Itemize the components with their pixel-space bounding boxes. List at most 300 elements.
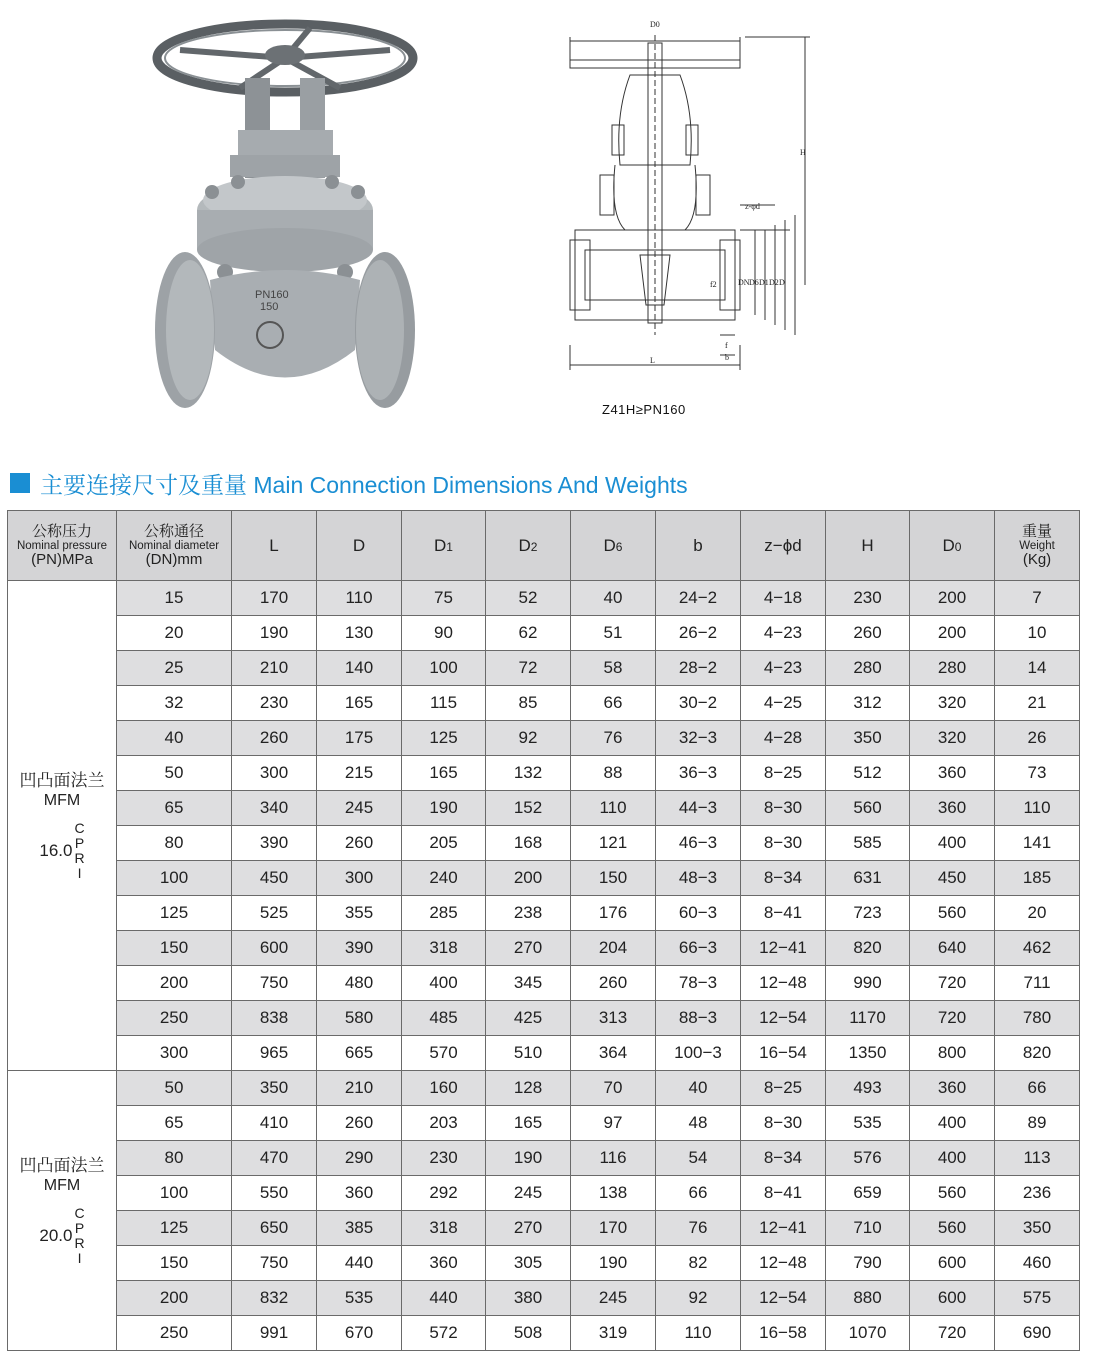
cell-D0: 720 — [910, 966, 995, 1001]
cell-weight: 89 — [995, 1106, 1080, 1141]
cell-zd: 8−41 — [741, 896, 826, 931]
cell-dn: 150 — [117, 931, 232, 966]
table-row — [8, 896, 1080, 931]
cell-D2: 52 — [486, 581, 571, 616]
cell-D6: 319 — [571, 1316, 656, 1351]
cell-weight: 462 — [995, 931, 1080, 966]
cell-D0: 200 — [910, 581, 995, 616]
cell-L: 390 — [232, 826, 317, 861]
cell-dn: 50 — [117, 1071, 232, 1106]
col-header-D0-base: D — [942, 535, 955, 555]
group-label — [8, 771, 116, 881]
cell-D6: 116 — [571, 1141, 656, 1176]
cell-dn: 125 — [117, 1211, 232, 1246]
col-header-pn-unit: (PN)MPa — [31, 550, 93, 568]
cell-L: 350 — [232, 1071, 317, 1106]
cell-H: 350 — [826, 721, 910, 756]
cell-L: 965 — [232, 1036, 317, 1071]
col-header-D1-base: D — [434, 535, 447, 555]
cell-dn: 40 — [117, 721, 232, 756]
cell-D6: 313 — [571, 1001, 656, 1036]
cell-b: 48 — [656, 1106, 741, 1141]
label-D0: D0 — [650, 20, 660, 29]
dimensions-table — [7, 510, 1080, 1351]
material-letter: P — [74, 1219, 85, 1236]
cell-D0: 720 — [910, 1316, 995, 1351]
cell-D6: 76 — [571, 721, 656, 756]
cell-weight: 575 — [995, 1281, 1080, 1316]
cell-L: 450 — [232, 861, 317, 896]
cell-L: 600 — [232, 931, 317, 966]
cell-L: 260 — [232, 721, 317, 756]
cell-zd: 12−41 — [741, 931, 826, 966]
table-row — [8, 1281, 1080, 1316]
cell-D6: 97 — [571, 1106, 656, 1141]
cell-zd: 8−34 — [741, 861, 826, 896]
cell-D2: 168 — [486, 826, 571, 861]
cell-dn: 250 — [117, 1001, 232, 1036]
cell-D0: 280 — [910, 651, 995, 686]
cell-D: 175 — [317, 721, 402, 756]
cell-weight: 110 — [995, 791, 1080, 826]
table-row — [8, 721, 1080, 756]
cell-weight: 820 — [995, 1036, 1080, 1071]
col-header-pn-cn: 公称压力 — [31, 522, 92, 540]
cell-D2: 165 — [486, 1106, 571, 1141]
col-header-D6 — [571, 511, 656, 581]
cell-L: 525 — [232, 896, 317, 931]
cell-H: 493 — [826, 1071, 910, 1106]
cell-D1: 190 — [402, 791, 486, 826]
col-header-weight — [995, 511, 1080, 581]
cell-dn: 32 — [117, 686, 232, 721]
cell-b: 88−3 — [656, 1001, 741, 1036]
cell-L: 300 — [232, 756, 317, 791]
label-DN: DN — [738, 278, 750, 287]
photo-body-text-1: PN160 — [255, 289, 289, 301]
valve-drawing — [560, 15, 820, 385]
label-f2: f2 — [710, 280, 717, 289]
cell-b: 82 — [656, 1246, 741, 1281]
table-row — [8, 1106, 1080, 1141]
table-row — [8, 616, 1080, 651]
cell-zd: 4−18 — [741, 581, 826, 616]
cell-D2: 190 — [486, 1141, 571, 1176]
cell-D6: 110 — [571, 791, 656, 826]
cell-D6: 121 — [571, 826, 656, 861]
group-pressure — [39, 821, 84, 881]
cell-D0: 400 — [910, 1141, 995, 1176]
cell-D2: 245 — [486, 1176, 571, 1211]
cell-H: 585 — [826, 826, 910, 861]
cell-zd: 4−23 — [741, 651, 826, 686]
cell-D6: 176 — [571, 896, 656, 931]
cell-zd: 12−48 — [741, 966, 826, 1001]
col-header-weight-cn: 重量 — [1021, 522, 1052, 540]
table-row — [8, 1141, 1080, 1176]
cell-D0: 360 — [910, 1071, 995, 1106]
label-L: L — [650, 356, 655, 365]
cell-zd: 12−41 — [741, 1211, 826, 1246]
cell-D6: 170 — [571, 1211, 656, 1246]
cell-D0: 320 — [910, 721, 995, 756]
cell-b: 54 — [656, 1141, 741, 1176]
cell-D: 260 — [317, 1106, 402, 1141]
cell-H: 576 — [826, 1141, 910, 1176]
cell-D6: 70 — [571, 1071, 656, 1106]
cell-D0: 400 — [910, 1106, 995, 1141]
cell-D2: 305 — [486, 1246, 571, 1281]
table-row — [8, 686, 1080, 721]
valve-photo — [150, 10, 420, 410]
group-label — [8, 1156, 116, 1266]
cell-L: 340 — [232, 791, 317, 826]
table-row — [8, 931, 1080, 966]
cell-D2: 132 — [486, 756, 571, 791]
cell-b: 76 — [656, 1211, 741, 1246]
col-header-D1-sub: 1 — [446, 539, 453, 554]
cell-D1: 75 — [402, 581, 486, 616]
cell-D: 440 — [317, 1246, 402, 1281]
table-row — [8, 1036, 1080, 1071]
cell-L: 210 — [232, 651, 317, 686]
cell-D1: 400 — [402, 966, 486, 1001]
cell-weight: 141 — [995, 826, 1080, 861]
cell-b: 48−3 — [656, 861, 741, 896]
cell-D2: 425 — [486, 1001, 571, 1036]
col-header-D2 — [486, 511, 571, 581]
group-cell — [8, 1071, 117, 1351]
cell-b: 92 — [656, 1281, 741, 1316]
cell-D0: 360 — [910, 791, 995, 826]
cell-D6: 66 — [571, 686, 656, 721]
table-row — [8, 791, 1080, 826]
col-header-D: D — [317, 511, 402, 581]
cell-weight: 21 — [995, 686, 1080, 721]
cell-zd: 16−54 — [741, 1036, 826, 1071]
cell-dn: 300 — [117, 1036, 232, 1071]
cell-D1: 440 — [402, 1281, 486, 1316]
cell-D6: 150 — [571, 861, 656, 896]
cell-D1: 285 — [402, 896, 486, 931]
cell-b: 24−2 — [656, 581, 741, 616]
material-letter: P — [74, 834, 85, 851]
heading-square-icon — [10, 473, 30, 493]
col-header-D1 — [402, 511, 486, 581]
cell-D2: 152 — [486, 791, 571, 826]
cell-zd: 16−58 — [741, 1316, 826, 1351]
col-header-D0-sub: 0 — [954, 539, 962, 554]
group-face-en: MFM — [43, 1176, 81, 1194]
cell-D2: 62 — [486, 616, 571, 651]
material-letter: I — [77, 864, 82, 881]
cell-D1: 572 — [402, 1316, 486, 1351]
cell-D2: 508 — [486, 1316, 571, 1351]
cell-D: 110 — [317, 581, 402, 616]
table-row — [8, 826, 1080, 861]
cell-D: 245 — [317, 791, 402, 826]
cell-dn: 80 — [117, 1141, 232, 1176]
cell-D1: 115 — [402, 686, 486, 721]
cell-weight: 73 — [995, 756, 1080, 791]
table-row — [8, 1246, 1080, 1281]
cell-D6: 58 — [571, 651, 656, 686]
cell-weight: 113 — [995, 1141, 1080, 1176]
label-zphid: z-φd — [745, 202, 760, 211]
cell-H: 280 — [826, 651, 910, 686]
cell-H: 1350 — [826, 1036, 910, 1071]
table-body — [8, 581, 1080, 1351]
cell-b: 28−2 — [656, 651, 741, 686]
cell-H: 535 — [826, 1106, 910, 1141]
cell-D2: 238 — [486, 896, 571, 931]
cell-D: 535 — [317, 1281, 402, 1316]
cell-zd: 8−41 — [741, 1176, 826, 1211]
cell-dn: 50 — [117, 756, 232, 791]
cell-D2: 128 — [486, 1071, 571, 1106]
cell-D1: 485 — [402, 1001, 486, 1036]
cell-D: 665 — [317, 1036, 402, 1071]
cell-dn: 80 — [117, 826, 232, 861]
table-row — [8, 861, 1080, 896]
cell-L: 190 — [232, 616, 317, 651]
col-header-zd: z−ϕd — [741, 511, 826, 581]
group-material — [74, 821, 84, 881]
cell-zd: 12−54 — [741, 1001, 826, 1036]
material-letter: R — [74, 1234, 85, 1251]
group-face-en: MFM — [43, 791, 81, 809]
table-row — [8, 1001, 1080, 1036]
cell-dn: 20 — [117, 616, 232, 651]
cell-dn: 65 — [117, 1106, 232, 1141]
cell-D0: 560 — [910, 896, 995, 931]
cell-H: 820 — [826, 931, 910, 966]
col-header-D0 — [910, 511, 995, 581]
cell-D6: 190 — [571, 1246, 656, 1281]
group-face-cn: 凹凸面法兰 — [19, 770, 105, 790]
col-header-H: H — [826, 511, 910, 581]
cell-D6: 245 — [571, 1281, 656, 1316]
cell-H: 990 — [826, 966, 910, 1001]
cell-dn: 200 — [117, 1281, 232, 1316]
label-b: b — [725, 353, 729, 362]
group-material — [74, 1206, 84, 1266]
cell-D: 480 — [317, 966, 402, 1001]
cell-weight: 236 — [995, 1176, 1080, 1211]
group-pn-value: 16.0 — [39, 840, 73, 860]
cell-zd: 8−30 — [741, 1106, 826, 1141]
cell-H: 512 — [826, 756, 910, 791]
cell-D1: 100 — [402, 651, 486, 686]
cell-zd: 8−34 — [741, 1141, 826, 1176]
cell-D: 165 — [317, 686, 402, 721]
cell-H: 723 — [826, 896, 910, 931]
label-D1: D1 — [759, 278, 769, 287]
cell-D1: 160 — [402, 1071, 486, 1106]
cell-D1: 165 — [402, 756, 486, 791]
col-header-dn-cn: 公称通径 — [143, 522, 204, 540]
cell-D0: 800 — [910, 1036, 995, 1071]
model-label: Z41H≥PN160 — [602, 402, 686, 417]
cell-b: 110 — [656, 1316, 741, 1351]
cell-D1: 205 — [402, 826, 486, 861]
table-row — [8, 651, 1080, 686]
cell-L: 230 — [232, 686, 317, 721]
section-heading — [10, 466, 688, 500]
cell-D1: 570 — [402, 1036, 486, 1071]
cell-weight: 185 — [995, 861, 1080, 896]
cell-b: 32−3 — [656, 721, 741, 756]
cell-b: 46−3 — [656, 826, 741, 861]
cell-D: 390 — [317, 931, 402, 966]
cell-D0: 720 — [910, 1001, 995, 1036]
cell-dn: 250 — [117, 1316, 232, 1351]
cell-D: 355 — [317, 896, 402, 931]
cell-D1: 360 — [402, 1246, 486, 1281]
table-row — [8, 1316, 1080, 1351]
cell-H: 1070 — [826, 1316, 910, 1351]
cell-zd: 8−25 — [741, 756, 826, 791]
cell-weight: 711 — [995, 966, 1080, 1001]
cell-L: 991 — [232, 1316, 317, 1351]
col-header-D6-base: D — [603, 535, 616, 555]
cell-zd: 4−25 — [741, 686, 826, 721]
col-header-b: b — [656, 511, 741, 581]
cell-D: 215 — [317, 756, 402, 791]
cell-H: 1170 — [826, 1001, 910, 1036]
cell-D1: 318 — [402, 931, 486, 966]
cell-D1: 203 — [402, 1106, 486, 1141]
cell-D0: 600 — [910, 1281, 995, 1316]
cell-weight: 14 — [995, 651, 1080, 686]
group-face-cn: 凹凸面法兰 — [19, 1155, 105, 1175]
cell-zd: 4−28 — [741, 721, 826, 756]
cell-zd: 8−30 — [741, 791, 826, 826]
cell-weight: 26 — [995, 721, 1080, 756]
photo-body-text-2: 150 — [260, 301, 279, 313]
cell-H: 560 — [826, 791, 910, 826]
cell-zd: 8−25 — [741, 1071, 826, 1106]
cell-b: 100−3 — [656, 1036, 741, 1071]
cell-H: 312 — [826, 686, 910, 721]
col-header-dn-unit: (DN)mm — [145, 550, 203, 568]
col-header-dn-en: Nominal diameter — [128, 539, 220, 552]
cell-L: 750 — [232, 966, 317, 1001]
cell-D2: 380 — [486, 1281, 571, 1316]
label-f: f — [725, 341, 728, 350]
table-row — [8, 1176, 1080, 1211]
cell-dn: 125 — [117, 896, 232, 931]
cell-b: 26−2 — [656, 616, 741, 651]
cell-D6: 364 — [571, 1036, 656, 1071]
cell-D: 290 — [317, 1141, 402, 1176]
cell-dn: 150 — [117, 1246, 232, 1281]
cell-D6: 260 — [571, 966, 656, 1001]
cell-weight: 20 — [995, 896, 1080, 931]
cell-L: 470 — [232, 1141, 317, 1176]
cell-zd: 4−23 — [741, 616, 826, 651]
cell-D2: 85 — [486, 686, 571, 721]
cell-weight: 66 — [995, 1071, 1080, 1106]
cell-D1: 318 — [402, 1211, 486, 1246]
table-header-row — [8, 511, 1080, 581]
cell-D6: 40 — [571, 581, 656, 616]
cell-D: 130 — [317, 616, 402, 651]
cell-D2: 72 — [486, 651, 571, 686]
cell-D0: 560 — [910, 1176, 995, 1211]
col-header-D2-base: D — [518, 535, 531, 555]
label-D: D — [779, 278, 785, 287]
cell-D0: 200 — [910, 616, 995, 651]
col-header-pn-en: Nominal pressure — [16, 539, 108, 552]
cell-H: 710 — [826, 1211, 910, 1246]
col-header-L: L — [232, 511, 317, 581]
col-header-D2-sub: 2 — [530, 539, 538, 554]
label-H: H — [800, 148, 806, 157]
cell-D: 670 — [317, 1316, 402, 1351]
cell-D: 300 — [317, 861, 402, 896]
cell-zd: 12−48 — [741, 1246, 826, 1281]
cell-D1: 292 — [402, 1176, 486, 1211]
cell-dn: 100 — [117, 861, 232, 896]
cell-D2: 270 — [486, 1211, 571, 1246]
cell-b: 44−3 — [656, 791, 741, 826]
cell-weight: 10 — [995, 616, 1080, 651]
cell-H: 880 — [826, 1281, 910, 1316]
cell-weight: 780 — [995, 1001, 1080, 1036]
cell-D1: 240 — [402, 861, 486, 896]
cell-L: 650 — [232, 1211, 317, 1246]
cell-D: 210 — [317, 1071, 402, 1106]
cell-b: 66−3 — [656, 931, 741, 966]
table-row — [8, 966, 1080, 1001]
cell-D: 140 — [317, 651, 402, 686]
cell-b: 40 — [656, 1071, 741, 1106]
cell-D2: 510 — [486, 1036, 571, 1071]
label-D6: D6 — [749, 278, 759, 287]
table-row — [8, 1211, 1080, 1246]
cell-D1: 125 — [402, 721, 486, 756]
cell-L: 170 — [232, 581, 317, 616]
cell-D0: 450 — [910, 861, 995, 896]
cell-L: 838 — [232, 1001, 317, 1036]
cell-D6: 204 — [571, 931, 656, 966]
col-header-pn — [8, 511, 117, 581]
cell-D: 580 — [317, 1001, 402, 1036]
table-row — [8, 581, 1080, 616]
cell-dn: 65 — [117, 791, 232, 826]
cell-D0: 560 — [910, 1211, 995, 1246]
cell-zd: 8−30 — [741, 826, 826, 861]
label-D2: D2 — [769, 278, 779, 287]
cell-L: 832 — [232, 1281, 317, 1316]
cell-H: 631 — [826, 861, 910, 896]
col-header-D6-sub: 6 — [615, 539, 623, 554]
cell-b: 78−3 — [656, 966, 741, 1001]
material-letter: C — [74, 819, 85, 836]
cell-D1: 90 — [402, 616, 486, 651]
cell-D0: 360 — [910, 756, 995, 791]
cell-D: 385 — [317, 1211, 402, 1246]
cell-dn: 200 — [117, 966, 232, 1001]
cell-D: 260 — [317, 826, 402, 861]
cell-H: 659 — [826, 1176, 910, 1211]
cell-b: 30−2 — [656, 686, 741, 721]
material-letter: R — [74, 849, 85, 866]
cell-L: 550 — [232, 1176, 317, 1211]
cell-D6: 51 — [571, 616, 656, 651]
cell-D2: 270 — [486, 931, 571, 966]
